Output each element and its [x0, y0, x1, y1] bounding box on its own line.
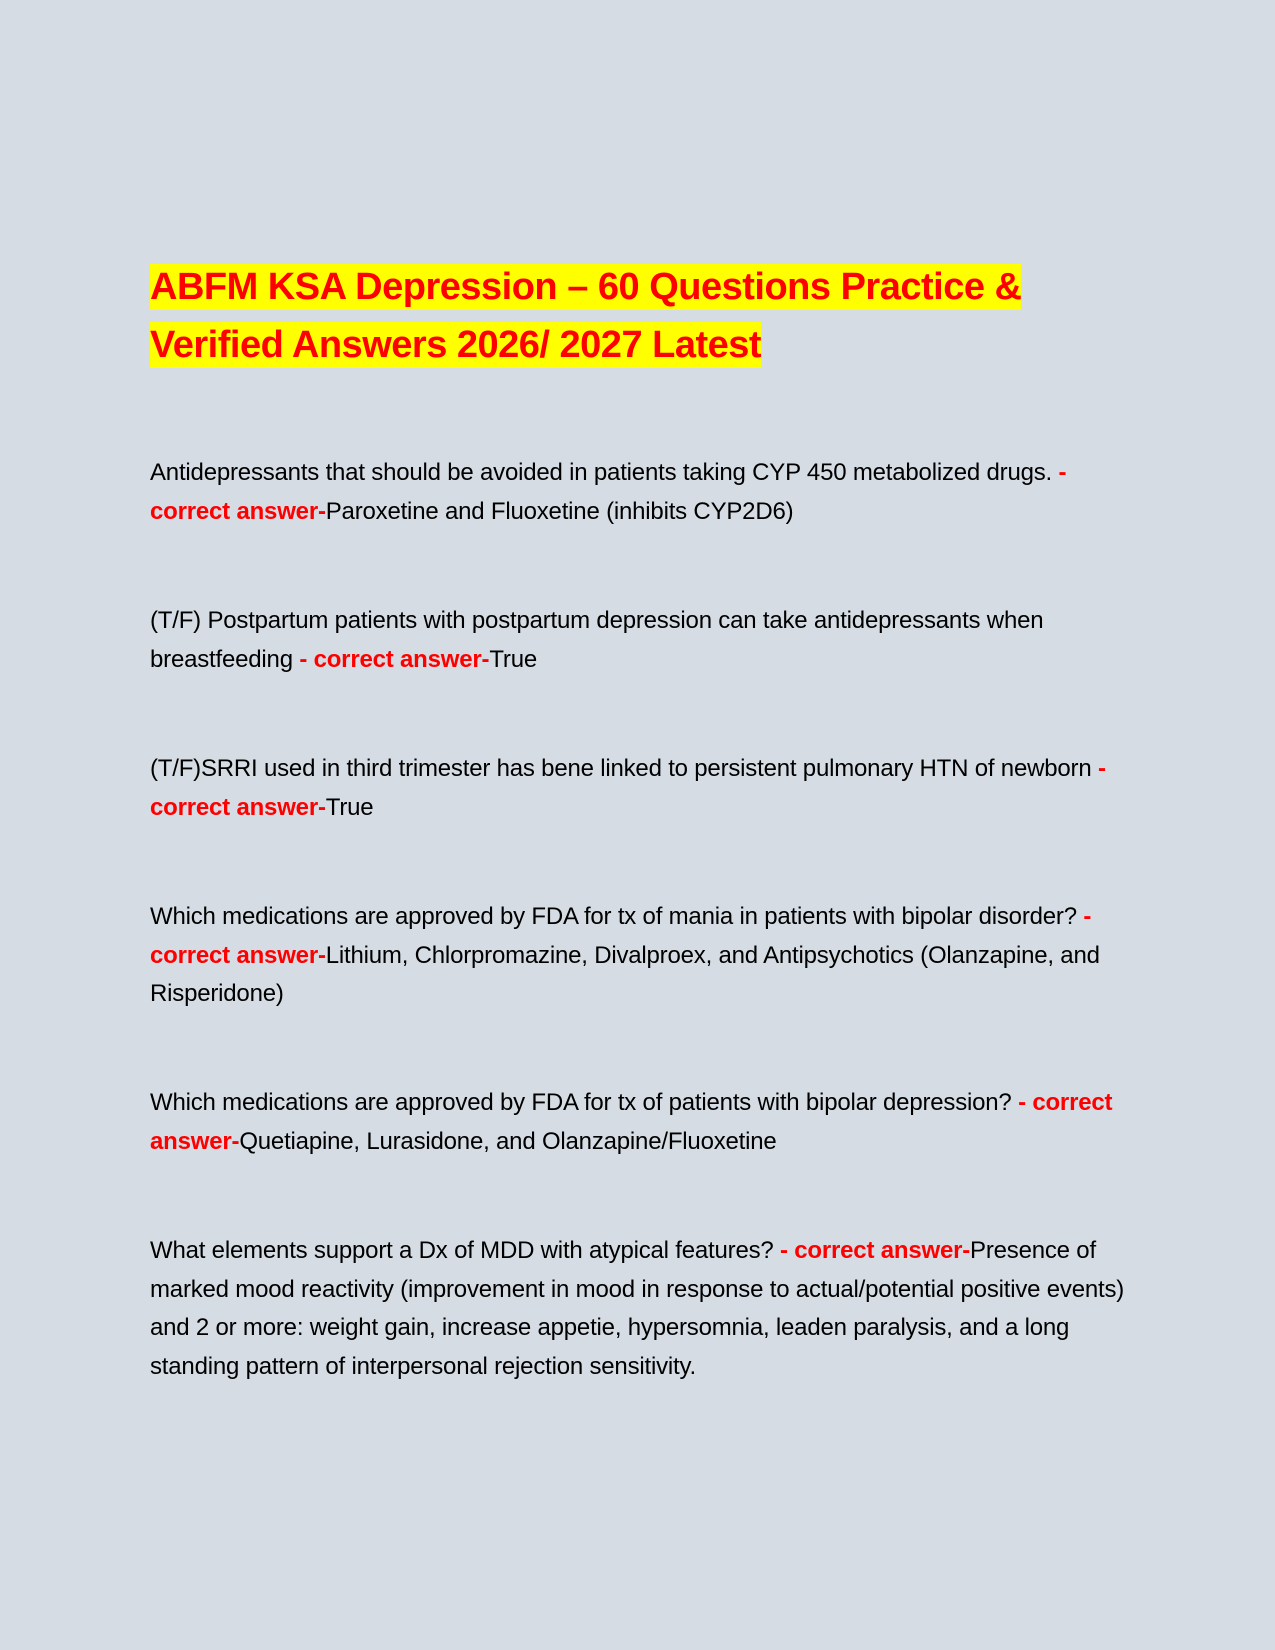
correct-answer-label: - correct answer-: [150, 459, 1067, 525]
question-text: What elements support a Dx of MDD with atypical features?: [150, 1237, 781, 1264]
correct-answer-label: - correct answer-: [780, 1237, 971, 1264]
title-line-1: ABFM KSA Depression – 60 Questions Practice &: [150, 266, 1022, 308]
question-text: Which medications are approved by FDA for tx of mania in patients with bipolar disorder?: [150, 903, 1084, 930]
correct-answer-label: - correct answer-: [150, 903, 1092, 969]
question-text: Antidepressants that should be avoided in patients taking CYP 450 metabolized drugs.: [150, 459, 1059, 486]
question-text: (T/F) Postpartum patients with postpartum depression can take antidepressants when breastfeeding: [150, 607, 1044, 673]
document-title: [150, 258, 1130, 374]
answer-text: Lithium, Chlorpromazine, Divalproex, and Antipsychotics (Olanzapine, and Risperidone): [150, 941, 1100, 1007]
correct-answer-label: - correct answer-: [299, 645, 490, 673]
question-text: (T/F)SRRI used in third trimester has bene linked to persistent pulmonary HTN of newborn: [150, 755, 1098, 782]
answer-text: True: [325, 793, 374, 821]
qa-item-5: [150, 1084, 1130, 1161]
answer-text: True: [489, 645, 537, 673]
qa-item-6: [150, 1232, 1130, 1386]
question-text: Which medications are approved by FDA for tx of patients with bipolar depression?: [150, 1089, 1019, 1116]
correct-answer-label: - correct answer-: [150, 1089, 1113, 1155]
answer-text: Presence of marked mood reactivity (improvement in mood in response to actual/potential positive events) and 2 or more: weight gain, increase appetie, hypersomnia, leaden paralysis, and a long standing pattern of interpersonal rejection sensitivity.: [150, 1237, 1125, 1380]
qa-item-1: [150, 454, 1130, 531]
answer-text: Quetiapine, Lurasidone, and Olanzapine/Fluoxetine: [239, 1127, 777, 1155]
qa-item-3: [150, 750, 1130, 827]
document-page: [150, 258, 1130, 1380]
correct-answer-label: - correct answer-: [150, 755, 1106, 821]
qa-item-2: [150, 602, 1130, 679]
title-line-2: Verified Answers 2026/ 2027 Latest: [150, 324, 762, 366]
answer-text: Paroxetine and Fluoxetine (inhibits CYP2D6): [325, 497, 794, 525]
qa-item-4: [150, 898, 1130, 1014]
